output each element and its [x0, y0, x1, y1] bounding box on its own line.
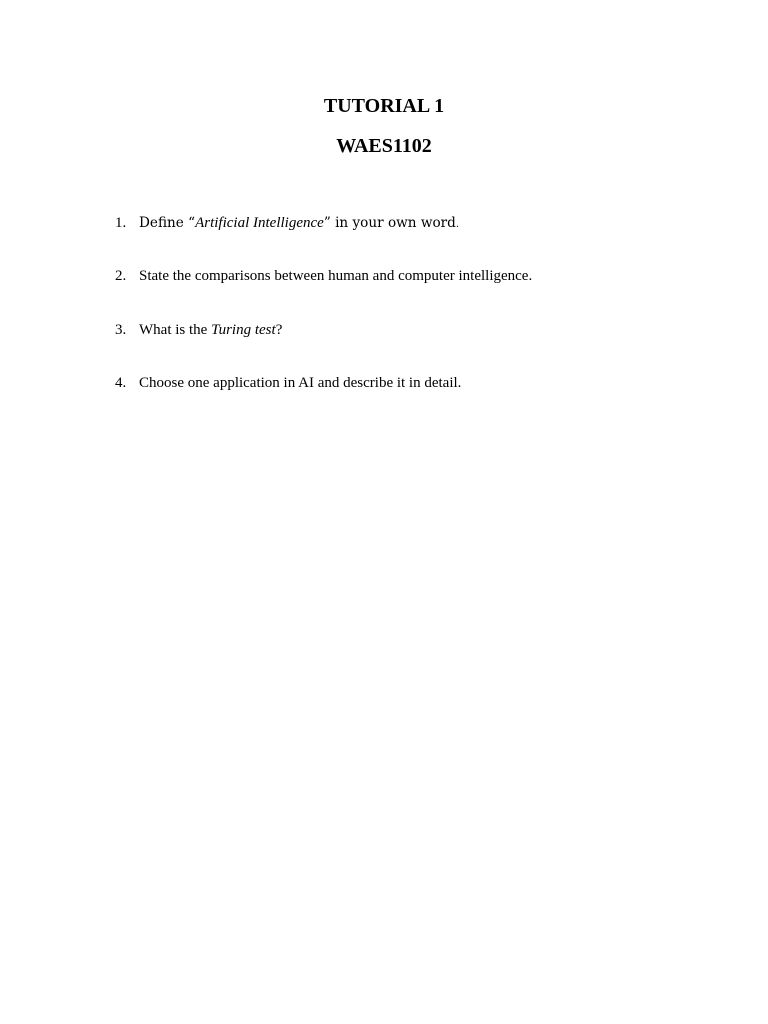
question-number: 4. [115, 375, 127, 391]
question-item-2 [115, 267, 735, 285]
question-emphasis: Turing test [211, 322, 276, 338]
question-text-post: ? [275, 322, 283, 338]
question-emphasis: Artificial Intelligence [195, 215, 324, 231]
question-text: State the comparisons between human and computer intelligence. [139, 268, 533, 284]
question-text: Choose one application in AI and describe it in detail. [139, 375, 462, 391]
question-text [139, 215, 459, 231]
question-number: 2. [115, 268, 127, 284]
question-number: 3. [115, 322, 127, 338]
question-item-1 [115, 214, 735, 234]
document-title: TUTORIAL 1 [323, 95, 445, 117]
question-text [139, 322, 282, 338]
question-item-4 [115, 374, 735, 392]
question-item-3 [115, 321, 735, 339]
course-code: WAES1102 [336, 135, 432, 157]
question-text-post: ” in your own word [323, 215, 456, 231]
question-text-pre: Define “ [139, 215, 196, 231]
question-text-pre: What is the [139, 322, 212, 338]
question-number: 1. [115, 215, 127, 231]
question-text-end: . [455, 219, 460, 230]
